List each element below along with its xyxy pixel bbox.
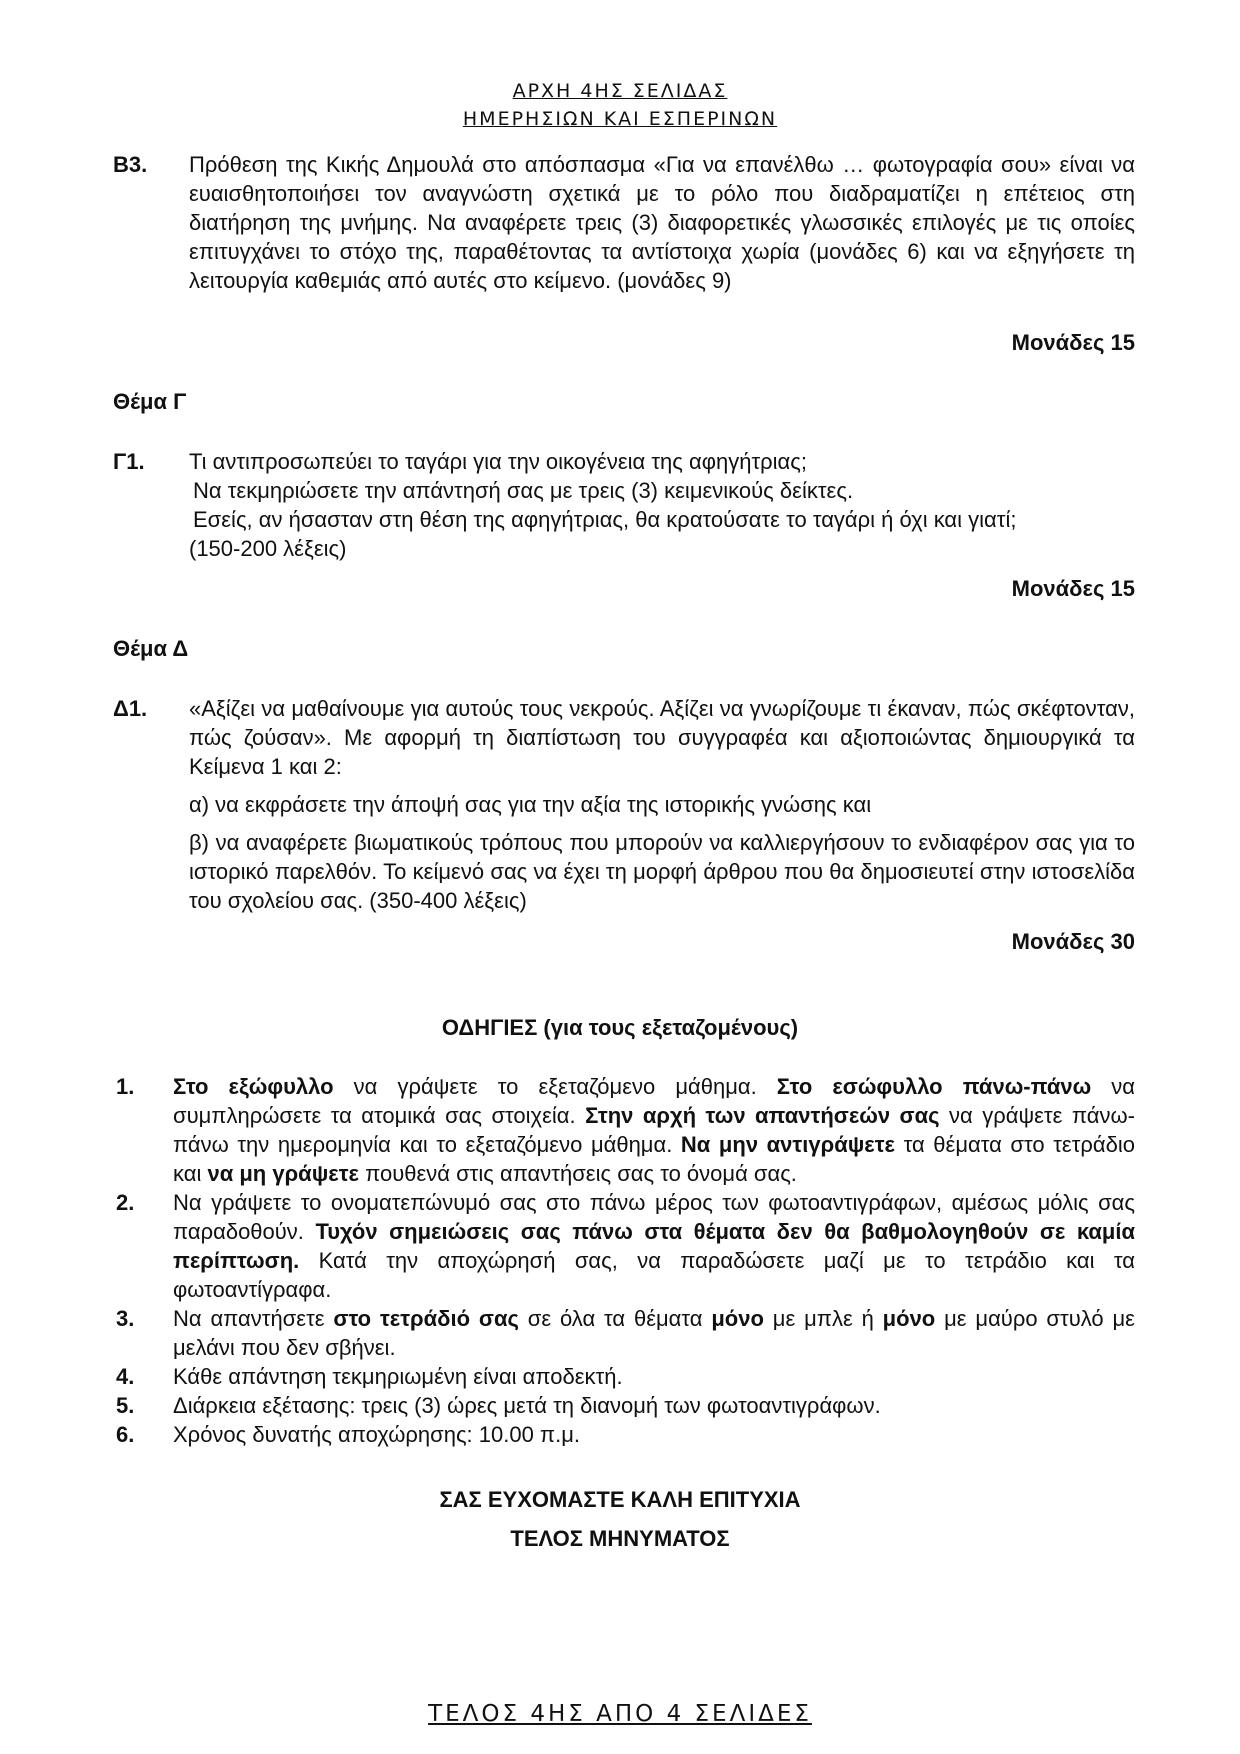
question-g1-label: Γ1. [113, 449, 145, 474]
instruction-number: 3. [116, 1306, 135, 1331]
instruction-item-5: 5. Διάρκεια εξέτασης: τρεις (3) ώρες μετά τη διανομή των φωτοαντιγράφων. [116, 1393, 881, 1418]
page-footer: ΤΕΛΟΣ 4ΗΣ ΑΠΟ 4 ΣΕΛΙΔΕΣ [428, 1701, 812, 1727]
question-g1-line-2: Να τεκμηριώσετε την απάντησή σας με τρεις (3) κειμενικούς δείκτες. [193, 478, 854, 503]
question-b3-label: Β3. [113, 152, 148, 177]
instruction-number: 1. [116, 1074, 135, 1099]
instruction-item-4: 4. Κάθε απάντηση τεκμηριωμένη είναι αποδεκτή. [116, 1364, 623, 1389]
instruction-number: 5. [116, 1393, 135, 1418]
question-d1-part-b: β) να αναφέρετε βιωματικούς τρόπους που μπορούν να καλλιεργήσουν το ενδιαφέρον σας για το ιστορικό παρελθόν. Το κείμενό σας να έχει τη μορφή άρθρου που θα δημοσιευτεί στην ιστοσελίδα του σχολείου σας. (350-400 λέξεις) [189, 830, 1135, 913]
question-d1 [113, 694, 1135, 915]
theme-c-title: Θέμα Γ [113, 389, 187, 414]
instruction-item-1: 1. Στο εξώφυλλο να γράψετε το εξεταζόμενο μάθημα. Στο εσώφυλλο πάνω-πάνω να συμπληρώσετε τα ατομικά σας στοιχεία. Στην αρχή των απαντήσεών σας να γράψετε πάνω-πάνω την ημερομηνία και το εξεταζόμενο μάθημα. Να μην αντιγράψετε τα θέματα στο τετράδιο και να μη γράψετε πουθενά στις απαντήσεις σας το όνομά σας. [116, 1074, 1135, 1186]
instruction-number: 2. [116, 1190, 135, 1215]
closing-end: ΤΕΛΟΣ ΜΗΝΥΜΑΤΟΣ [510, 1526, 730, 1551]
question-d1-part-a: α) να εκφράσετε την άποψή σας για την αξία της ιστορικής γνώσης και [189, 792, 872, 817]
question-d1-intro: «Αξίζει να μαθαίνουμε για αυτούς τους νεκρούς. Αξίζει να γνωρίζουμε τι έκαναν, πώς σκέφτονταν, πώς ζούσαν». Με αφορμή τη διαπίστωση του συγγραφέα και αξιοποιώντας δημιουργικά τα Κείμενα 1 και 2: [189, 696, 1135, 779]
question-b3 [113, 150, 1135, 295]
instruction-number: 4. [116, 1364, 135, 1389]
question-b3-marks: Μονάδες 15 [1011, 330, 1135, 355]
page-header-line-1: ΑΡΧΗ 4ΗΣ ΣΕΛΙΔΑΣ [512, 80, 728, 102]
theme-d-title: Θέμα Δ [113, 636, 189, 661]
instruction-item-3: 3. Να απαντήσετε στο τετράδιό σας σε όλα τα θέματα μόνο με μπλε ή μόνο με μαύρο στυλό με μελάνι που δεν σβήνει. [116, 1306, 1135, 1360]
question-d1-marks: Μονάδες 30 [1011, 929, 1135, 954]
question-d1-label: Δ1. [113, 696, 148, 721]
question-g1-line-3: Εσείς, αν ήσασταν στη θέση της αφηγήτριας, θα κρατούσατε το ταγάρι ή όχι και γιατί; [193, 507, 1017, 532]
instructions-list [113, 1072, 1135, 1449]
question-g1 [113, 447, 1135, 563]
question-g1-line-4: (150-200 λέξεις) [189, 536, 347, 561]
question-g1-marks: Μονάδες 15 [1011, 576, 1135, 601]
instruction-item-2: 2. Να γράψετε το ονοματεπώνυμό σας στο πάνω μέρος των φωτοαντιγράφων, αμέσως μόλις σας παραδοθούν. Τυχόν σημειώσεις σας πάνω στα θέματα δεν θα βαθμολογηθούν σε καμία περίπτωση. Κατά την αποχώρησή σας, να παραδώσετε μαζί με το τετράδιο και τα φωτοαντίγραφα. [116, 1190, 1135, 1302]
page-header-line-2: ΗΜΕΡΗΣΙΩΝ ΚΑΙ ΕΣΠΕΡΙΝΩΝ [462, 108, 778, 130]
closing-wish: ΣΑΣ ΕΥΧΟΜΑΣΤΕ ΚΑΛΗ ΕΠΙΤΥΧΙΑ [439, 1487, 801, 1512]
question-g1-line-1: Τι αντιπροσωπεύει το ταγάρι για την οικογένεια της αφηγήτριας; [189, 449, 807, 474]
instructions-title: ΟΔΗΓΙΕΣ (για τους εξεταζομένους) [441, 1015, 799, 1040]
question-b3-text: Πρόθεση της Κικής Δημουλά στο απόσπασμα «Για να επανέλθω … φωτογραφία σου» είναι να ευαισθητοποιήσει τον αναγνώστη σχετικά με το ρόλο που διαδραματίζει η επέτειος στη διατήρηση της μνήμης. Να αναφέρετε τρεις (3) διαφορετικές γλωσσικές επιλογές με τις οποίες επιτυγχάνει το στόχο της, παραθέτοντας τα αντίστοιχα χωρία (μονάδες 6) και να εξηγήσετε τη λειτουργία καθεμιάς από αυτές στο κείμενο. (μονάδες 9) [189, 152, 1135, 293]
instruction-number: 6. [116, 1422, 135, 1447]
instruction-item-6: 6. Χρόνος δυνατής αποχώρησης: 10.00 π.μ. [116, 1422, 581, 1447]
